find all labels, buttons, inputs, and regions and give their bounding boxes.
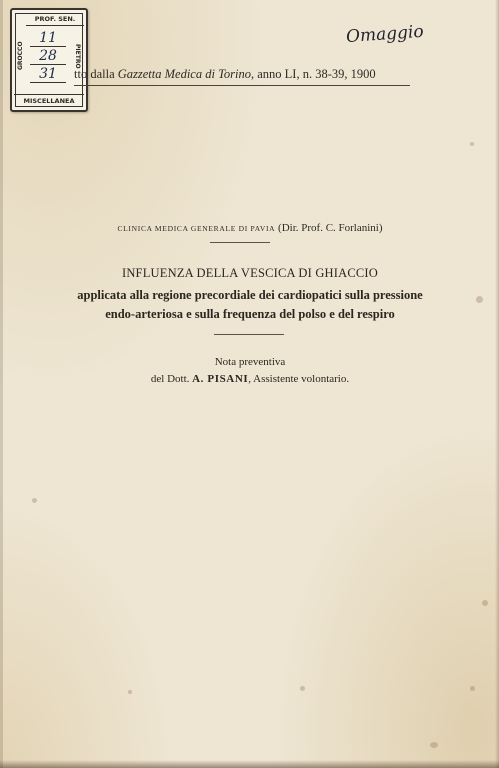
stamp-given-name: PIETRO xyxy=(74,43,81,69)
publication-header xyxy=(74,67,410,82)
foxing-spot xyxy=(470,686,475,691)
stamp-number-3: 31 xyxy=(30,67,66,83)
foxing-spot xyxy=(300,686,305,691)
note-label: Nota preventiva xyxy=(214,356,286,368)
title-line-1: INFLUENZA DELLA VESCICA DI GHIACCIO xyxy=(121,266,379,280)
journal-name: Gazzetta Medica di Torino xyxy=(117,67,251,81)
divider-short xyxy=(214,334,284,335)
page-edge-right xyxy=(495,0,499,768)
clinic-line xyxy=(40,222,460,234)
header-prefix: tto dalla xyxy=(74,67,118,81)
article-title xyxy=(30,266,470,324)
stamp-number-1: 11 xyxy=(30,31,66,47)
title-line-2: applicata alla regione precordiale dei cardiopatici sulla pressione xyxy=(77,288,423,302)
clinic-director: (Dir. Prof. C. Forlanini) xyxy=(278,222,383,234)
foxing-spot xyxy=(470,142,474,146)
stamp-category: MISCELLANEA xyxy=(14,94,84,107)
foxing-spot xyxy=(476,296,483,303)
header-divider xyxy=(74,85,410,86)
foxing-spot xyxy=(32,498,37,503)
clinic-name: CLINICA MEDICA GENERALE DI PAVIA xyxy=(117,224,276,233)
stamp-surname: GROCCO xyxy=(17,41,24,71)
foxing-spot xyxy=(430,742,438,748)
stamp-number-2: 28 xyxy=(30,49,66,65)
library-stamp xyxy=(10,8,88,112)
title-line-3: endo-arteriosa e sulla frequenza del polso e del respiro xyxy=(105,307,395,321)
handwritten-note: Omaggio xyxy=(345,21,425,48)
author-role: , Assistente volontario. xyxy=(248,373,350,385)
header-issue: , anno LI, n. 38-39, 1900 xyxy=(250,67,376,81)
author-name: A. PISANI xyxy=(192,373,249,385)
foxing-spot xyxy=(482,600,488,606)
page-edge-left xyxy=(0,0,3,768)
stamp-collection-label: PROF. SEN. xyxy=(26,14,84,26)
divider-short xyxy=(210,242,270,243)
foxing-spot xyxy=(128,690,132,694)
author-line xyxy=(40,373,460,385)
page-edge-bottom xyxy=(0,760,499,768)
author-prefix: del Dott. xyxy=(150,373,193,385)
